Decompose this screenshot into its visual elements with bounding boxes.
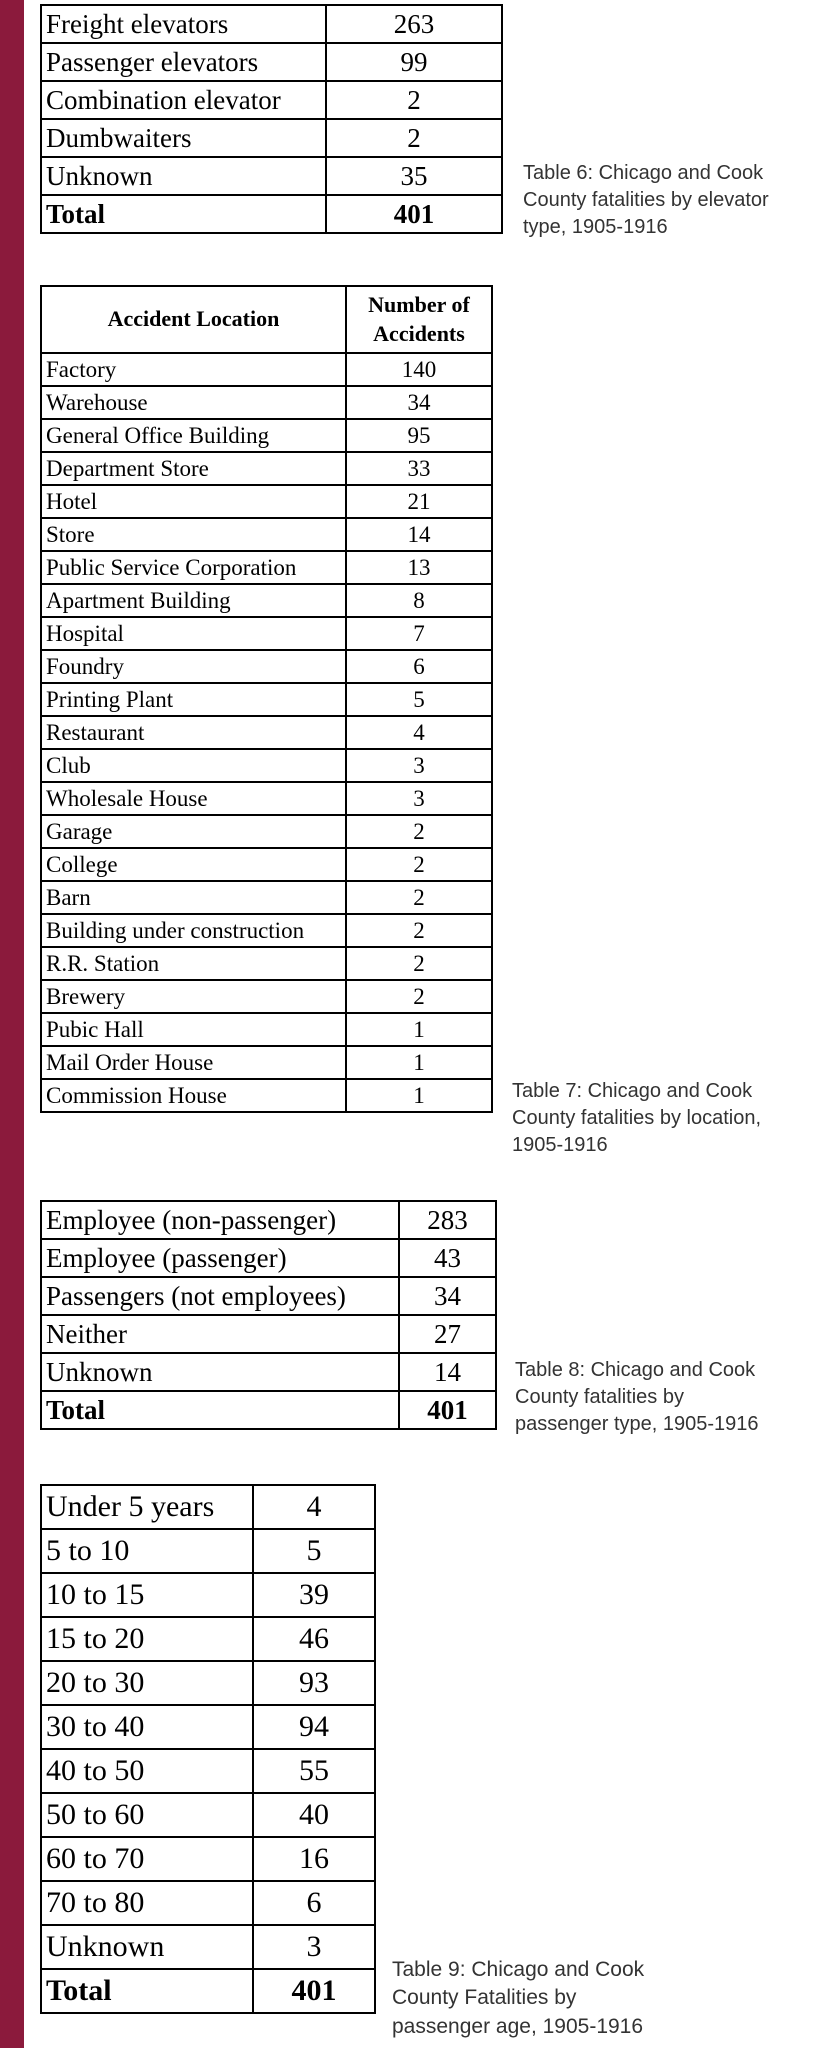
table-elevator-type [40,4,503,234]
row-label: Club [41,749,346,782]
row-label: 50 to 60 [41,1793,253,1837]
row-value: 14 [399,1353,496,1391]
table-row [41,485,492,518]
row-label: 15 to 20 [41,1617,253,1661]
table-row [41,518,492,551]
row-value: 1 [346,1013,492,1046]
row-value: 27 [399,1315,496,1353]
table-row [41,650,492,683]
row-value: 1 [346,1079,492,1112]
row-label: Store [41,518,346,551]
row-value: 34 [399,1277,496,1315]
table-row [41,1617,375,1661]
row-label: Unknown [41,1925,253,1969]
table-row [41,1573,375,1617]
table-caption: Table 8: Chicago and Cook County fatalities by passenger type, 1905-1916 [515,1359,759,1435]
table-row [41,1353,496,1391]
total-row [41,1969,375,2013]
row-label: Pubic Hall [41,1013,346,1046]
table-row [41,914,492,947]
row-value: 3 [253,1925,375,1969]
table-row [41,1925,375,1969]
row-label: Dumbwaiters [41,119,326,157]
table-row [41,584,492,617]
row-value: 35 [326,157,502,195]
table-row [41,1881,375,1925]
row-label: Unknown [41,1353,399,1391]
sidebar-accent-bar [0,0,24,2048]
row-label: Garage [41,815,346,848]
table-row [41,1201,496,1239]
row-label: Foundry [41,650,346,683]
table-passenger-type [40,1200,497,1430]
row-label: Restaurant [41,716,346,749]
row-value: 283 [399,1201,496,1239]
table-row [41,551,492,584]
row-value: 401 [326,195,502,233]
row-value: 263 [326,5,502,43]
row-value: 2 [326,81,502,119]
table-row [41,947,492,980]
row-value: 1 [346,1046,492,1079]
table-row [41,848,492,881]
table-row [41,1837,375,1881]
row-value: 13 [346,551,492,584]
row-value: 93 [253,1661,375,1705]
row-value: 34 [346,386,492,419]
row-label: Unknown [41,157,326,195]
table-row [41,1079,492,1112]
row-label: Hotel [41,485,346,518]
row-label: Apartment Building [41,584,346,617]
row-value: 7 [346,617,492,650]
row-value: 95 [346,419,492,452]
table-row [41,1046,492,1079]
row-label: Printing Plant [41,683,346,716]
table-row [41,43,502,81]
row-value: 33 [346,452,492,485]
row-value: 401 [253,1969,375,2013]
row-value: 4 [346,716,492,749]
row-label: Passenger elevators [41,43,326,81]
table-row [41,1661,375,1705]
table-body [41,1201,496,1429]
row-value: 2 [346,815,492,848]
table-body [41,353,492,1112]
row-label: 70 to 80 [41,1881,253,1925]
table-passenger-age [40,1484,376,2014]
table-accident-location [40,285,493,1113]
row-label: Under 5 years [41,1485,253,1529]
row-label: Barn [41,881,346,914]
row-label: Wholesale House [41,782,346,815]
row-value: 16 [253,1837,375,1881]
row-value: 2 [326,119,502,157]
table-row [41,119,502,157]
row-label: Total [41,1391,399,1429]
row-label: Department Store [41,452,346,485]
row-value: 2 [346,848,492,881]
table-row [41,980,492,1013]
row-value: 8 [346,584,492,617]
table-row [41,1315,496,1353]
row-value: 140 [346,353,492,386]
row-label: Public Service Corporation [41,551,346,584]
row-label: 5 to 10 [41,1529,253,1573]
row-label: 20 to 30 [41,1661,253,1705]
table-row [41,1749,375,1793]
table-caption: Table 6: Chicago and Cook County fatalities by elevator type, 1905-1916 [523,162,769,238]
table-row [41,419,492,452]
row-label: Brewery [41,980,346,1013]
table-caption: Table 7: Chicago and Cook County fatalities by location, 1905-1916 [512,1080,762,1156]
table-caption: Table 9: Chicago and Cook County Fatalities by passenger age, 1905-1916 [392,1958,645,2038]
row-label: Total [41,195,326,233]
table-row [41,157,502,195]
row-label: Combination elevator [41,81,326,119]
row-label: Employee (non-passenger) [41,1201,399,1239]
table-header [41,286,492,353]
table-row [41,617,492,650]
row-value: 3 [346,782,492,815]
row-label: Passengers (not employees) [41,1277,399,1315]
row-value: 39 [253,1573,375,1617]
row-value: 5 [253,1529,375,1573]
table-row [41,1705,375,1749]
table-body [41,1485,375,2013]
row-label: Building under construction [41,914,346,947]
row-label: Employee (passenger) [41,1239,399,1277]
row-label: 10 to 15 [41,1573,253,1617]
row-label: 40 to 50 [41,1749,253,1793]
row-value: 2 [346,881,492,914]
table-row [41,815,492,848]
total-row [41,195,502,233]
table-body [41,5,502,233]
header-row [41,286,492,353]
row-label: Commission House [41,1079,346,1112]
row-value: 43 [399,1239,496,1277]
table-row [41,1277,496,1315]
table-row [41,749,492,782]
table-row [41,1485,375,1529]
row-value: 2 [346,914,492,947]
row-label: 30 to 40 [41,1705,253,1749]
row-label: Mail Order House [41,1046,346,1079]
total-row [41,1391,496,1429]
row-value: 21 [346,485,492,518]
row-value: 99 [326,43,502,81]
table-row [41,1239,496,1277]
row-value: 94 [253,1705,375,1749]
row-label: 60 to 70 [41,1837,253,1881]
row-label: Hospital [41,617,346,650]
header-location: Accident Location [41,286,346,353]
row-value: 3 [346,749,492,782]
row-label: Total [41,1969,253,2013]
row-value: 55 [253,1749,375,1793]
table-row [41,5,502,43]
table-row [41,716,492,749]
row-label: Neither [41,1315,399,1353]
table-row [41,1013,492,1046]
row-value: 46 [253,1617,375,1661]
table-row [41,452,492,485]
row-value: 4 [253,1485,375,1529]
row-value: 2 [346,980,492,1013]
row-value: 14 [346,518,492,551]
row-label: Factory [41,353,346,386]
table-row [41,881,492,914]
header-count: Number of Accidents [346,286,492,353]
table-row [41,353,492,386]
row-value: 5 [346,683,492,716]
row-label: R.R. Station [41,947,346,980]
row-value: 6 [253,1881,375,1925]
table-row [41,1529,375,1573]
row-value: 40 [253,1793,375,1837]
table-row [41,782,492,815]
row-value: 401 [399,1391,496,1429]
table-row [41,1793,375,1837]
table-row [41,81,502,119]
table-row [41,683,492,716]
row-label: Warehouse [41,386,346,419]
table-row [41,386,492,419]
row-value: 6 [346,650,492,683]
row-label: College [41,848,346,881]
row-value: 2 [346,947,492,980]
row-label: General Office Building [41,419,346,452]
row-label: Freight elevators [41,5,326,43]
